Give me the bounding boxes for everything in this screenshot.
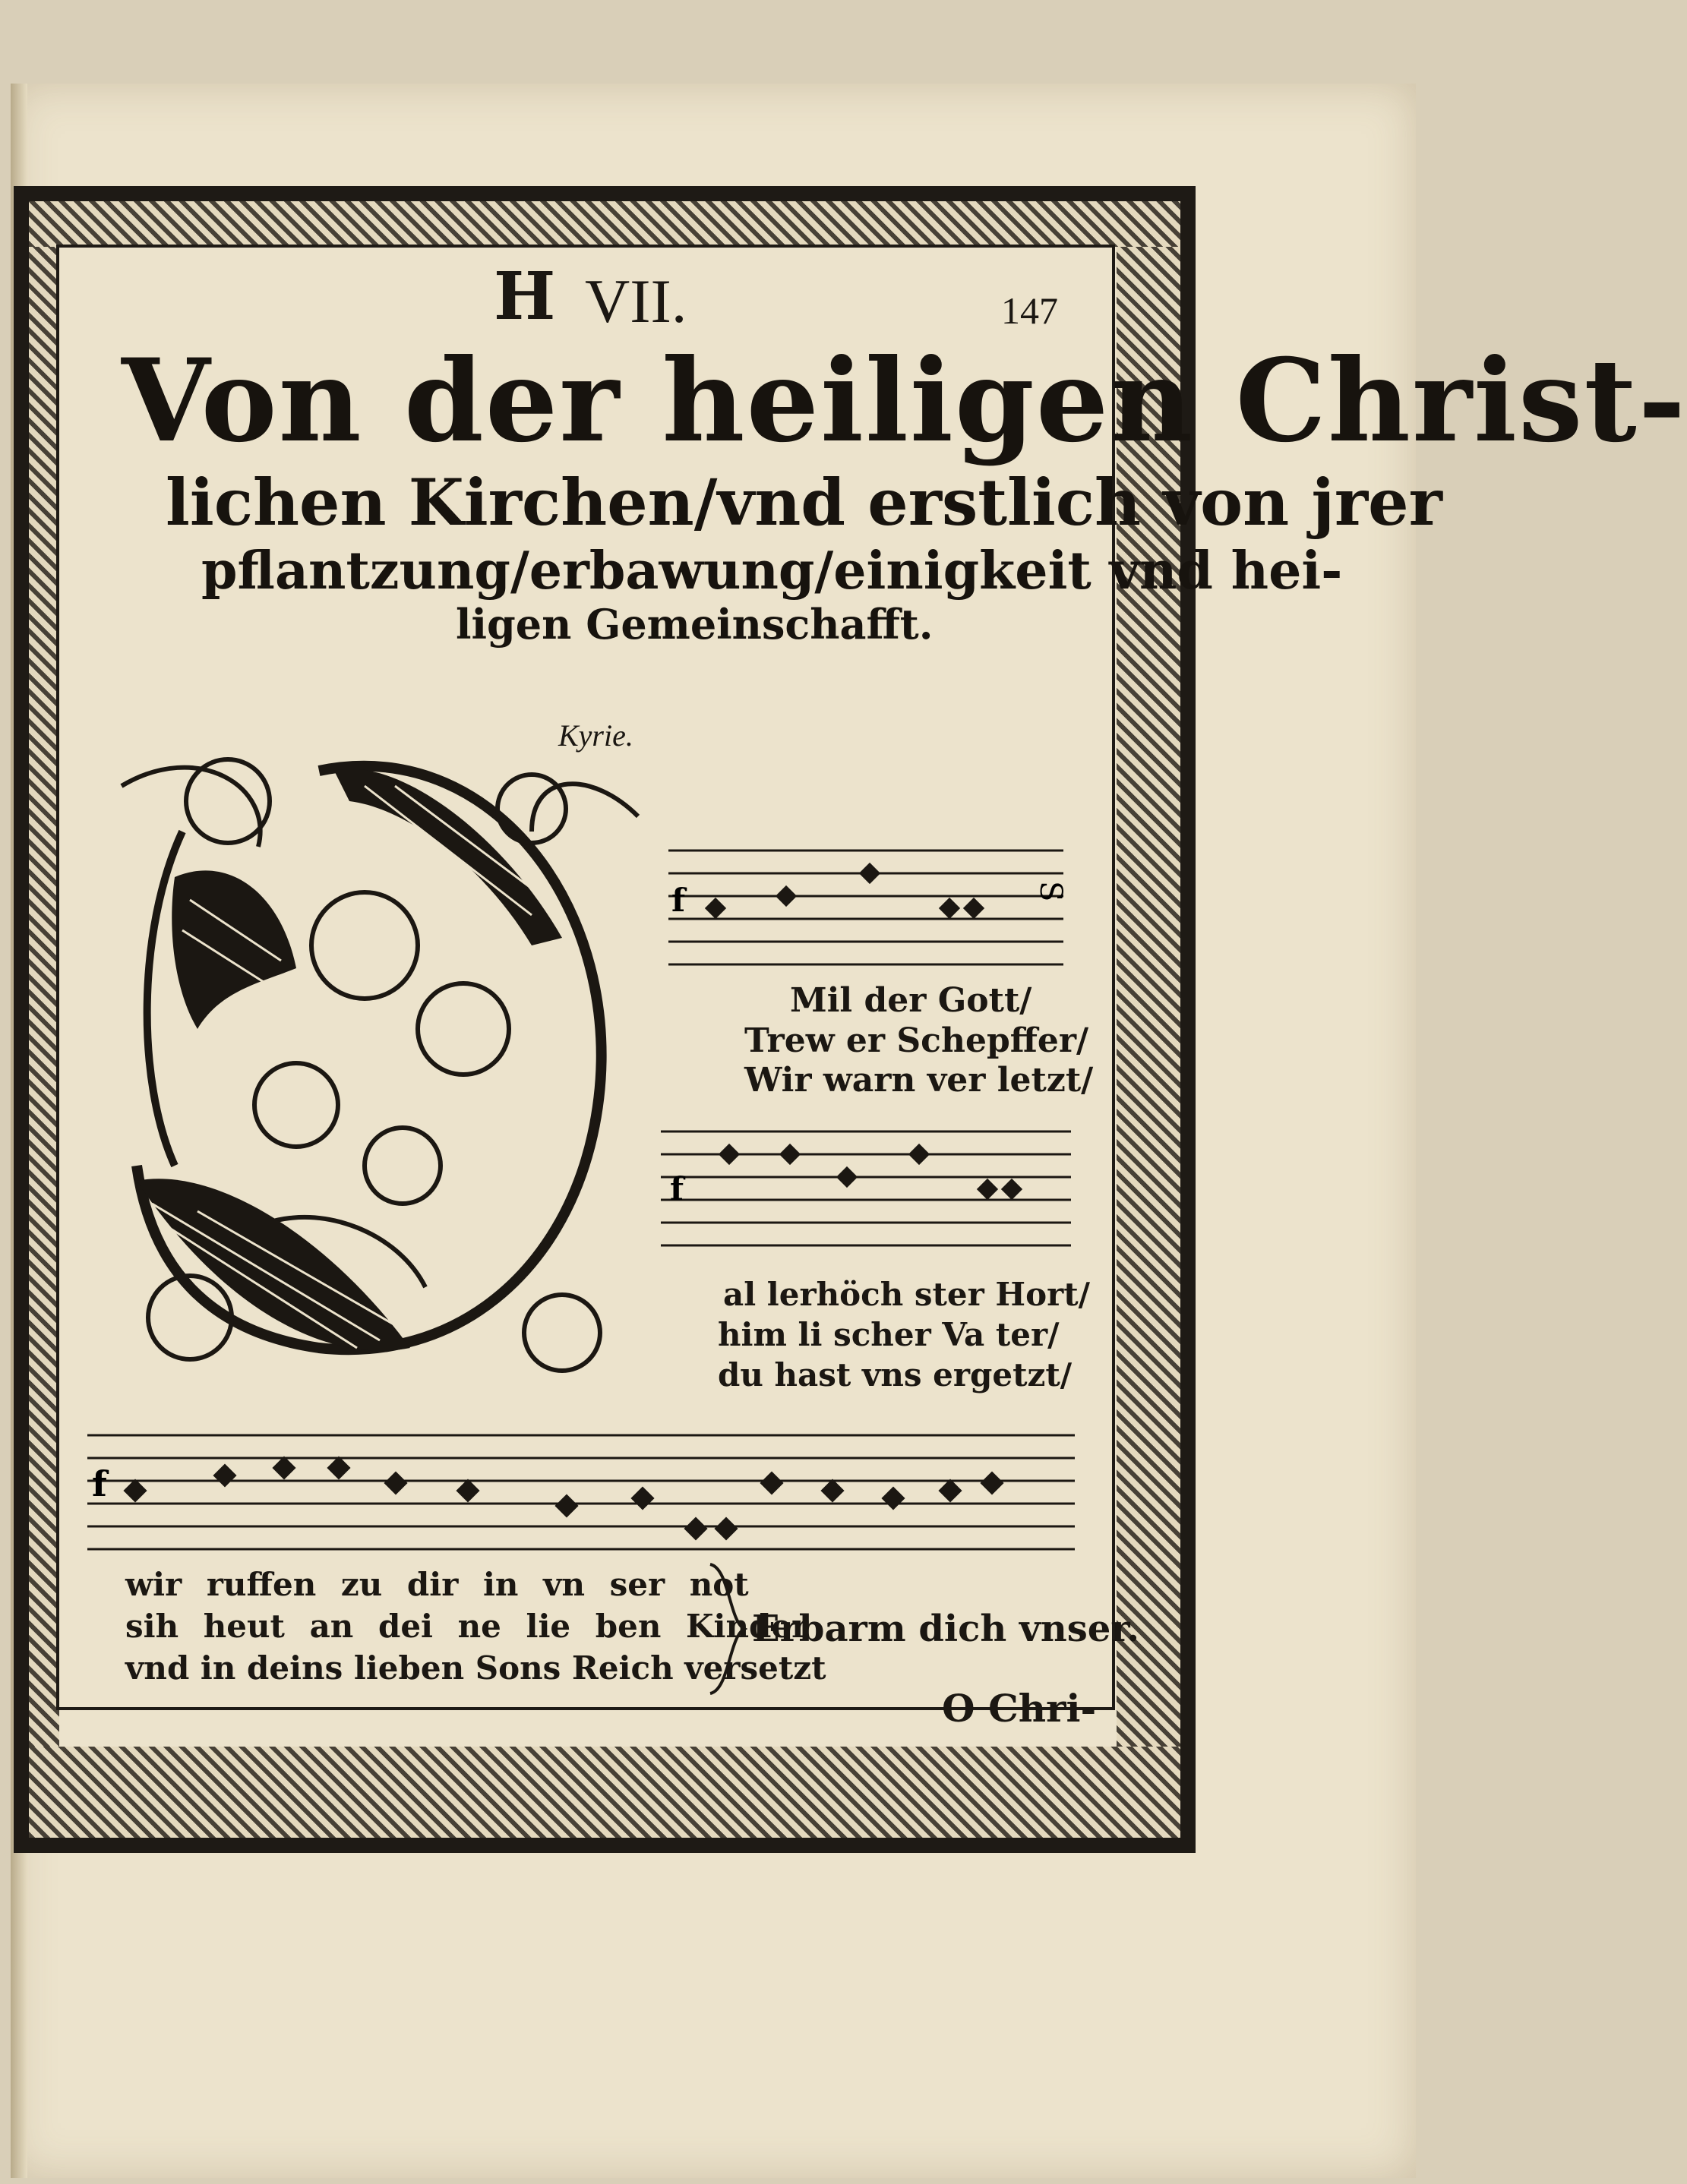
lyric-line-2b: him li scher Va ter/ xyxy=(718,1316,1060,1353)
border-left-ornament xyxy=(29,247,59,1747)
lyric-line-3c: vnd in deins lieben Sons Reich versetzt xyxy=(125,1649,826,1687)
lyric-line-1b: Trew er Schepffer/ xyxy=(744,1021,1089,1060)
f-clef: f xyxy=(92,1463,107,1504)
music-staff-3 xyxy=(87,1420,1090,1572)
kyrie-rubric: Kyrie. xyxy=(558,718,633,753)
lyric-line-1a: Mil der Gott/ xyxy=(790,981,1032,1020)
brace xyxy=(706,1561,752,1697)
refrain-text: Erbarm dich vnser. xyxy=(752,1608,1139,1650)
lyric-line-2a: al lerhöch ster Hort/ xyxy=(723,1276,1090,1313)
f-clef: f xyxy=(671,882,686,919)
music-staff-1 xyxy=(668,835,1079,995)
page-number: 147 xyxy=(1001,289,1058,332)
music-staff-2 xyxy=(661,1116,1086,1276)
f-clef: f xyxy=(670,1170,684,1207)
border-top-ornament xyxy=(29,201,1180,247)
catchword: O Chri- xyxy=(942,1686,1097,1731)
decorated-initial-letter xyxy=(106,740,653,1401)
lyric-line-3b: sih heut an dei ne lie ben Kinder xyxy=(125,1608,809,1645)
title-line-1: Von der heiligen Christ- xyxy=(122,334,1687,468)
signature-mark: H xyxy=(494,258,556,335)
title-line-4: ligen Gemeinschafft. xyxy=(456,600,934,649)
title-line-3: pflantzung/erbawung/einigkeit vnd hei- xyxy=(201,541,1343,601)
border-bottom-ornament xyxy=(29,1747,1180,1838)
lyric-line-2c: du hast vns ergetzt/ xyxy=(718,1356,1073,1393)
title-line-2: lichen Kirchen/vnd erstlich von jrer xyxy=(166,465,1442,540)
lyric-line-1c: Wir warn ver letzt/ xyxy=(744,1061,1094,1100)
chapter-number: VII. xyxy=(585,267,687,336)
lyric-line-3a: wir ruffen zu dir in vn ser not xyxy=(125,1566,749,1603)
svg-text:S: S xyxy=(1033,881,1068,902)
